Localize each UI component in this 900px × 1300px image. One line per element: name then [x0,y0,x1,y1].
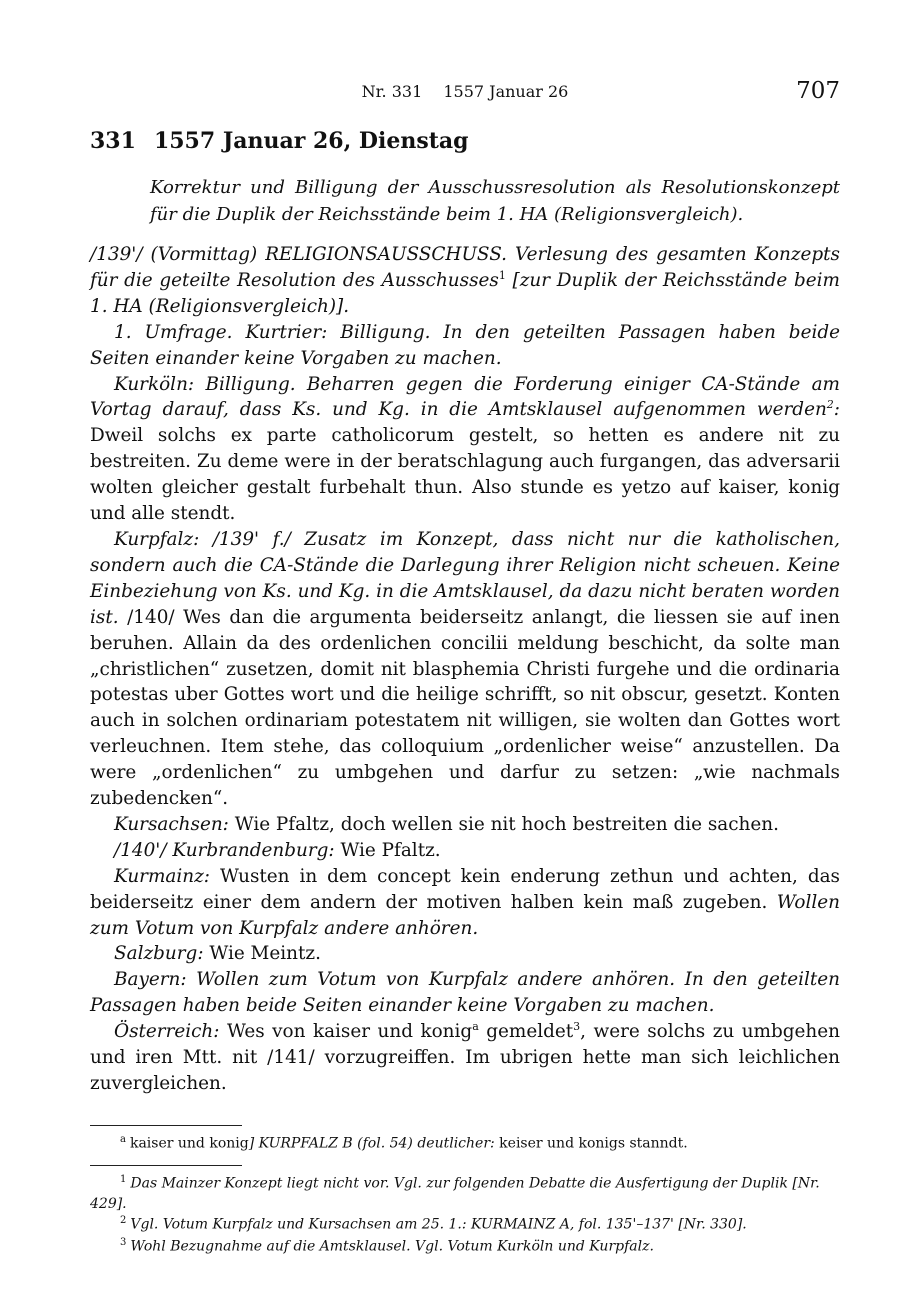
kurpfalz-text: /140/ Wes dan die argumenta beiderseitz anlangt, die liessen sie auf inen beruhen. Allain da des ordenlichen concilii meldung beschicht, da solte man „christlichen“ zusetzen, domit nit blasphemia Christi furgehe und die ordinaria potestas uber Gottes wort und die heilige schrifft, so nit obscur, gesetzt. Konten auch in solchen ordinariam potestatem nit willigen, sie wolten dan Gottes wort verleuchnen. Item stehe, das colloquium „ordenlicher weise“ anzustellen. Da were „ordenlichen“ zu umbgehen und darfur zu setzen: „wie nachmals zubedencken“. [90,606,840,810]
textnote-source: ] KURPFALZ B (fol. 54) deutlicher: [248,1135,495,1152]
paragraph-kursachsen [90,812,840,838]
running-head-center [90,82,840,101]
footnote-rule [90,1165,242,1166]
footnote-3-mark: 3 [120,1237,127,1248]
running-head [90,78,840,110]
kurpfalz-summary: Kurpfalz: /139' f./ Zusatz im Konzept, dass nicht nur die katholischen, sondern auch die CA-Stände die Darlegung ihrer Religion nicht scheuen. Keine Einbeziehung von Ks. und Kg. in die Amtsklausel, da dazu nicht beraten worden ist. [90,528,840,628]
textnote-ref-a: a [472,1020,479,1034]
paragraph-intro [90,242,840,320]
footnote-ref-3: 3 [573,1020,581,1034]
document-date-heading: 1557 Januar 26, Dienstag [153,128,469,154]
paragraph-kurpfalz [90,527,840,812]
footnote-2-mark: 2 [120,1215,127,1226]
salzburg-text: Wie Meintz. [203,943,321,965]
intro-text: /139'/ (Vormittag) RELIGIONSAUSSCHUSS. Verlesung des gesamten Konzepts für die geteilte Resolution des Ausschusses [90,244,840,291]
footnote-2-text: Vgl. Votum Kurpfalz und Kursachsen am 25. 1.: KURMAINZ A, fol. 135'–137' [Nr. 330]. [130,1216,747,1233]
paragraph-oesterreich [90,1019,840,1097]
document-title [90,128,469,154]
oesterreich-speaker: Österreich: [114,1021,220,1043]
footnote-ref-1: 1 [498,268,506,282]
textnote-mark: a [120,1134,126,1145]
page-number: 707 [796,78,840,104]
footnote-2 [90,1211,840,1235]
paragraph-kurmainz [90,864,840,942]
textnote-reading: keiser und konigs stanndt. [494,1135,688,1152]
kurmainz-summary: Wollen zum Votum von Kurpfalz andere anhören. [90,891,840,939]
footnote-1 [90,1170,840,1214]
kursachsen-speaker: Kursachsen: [114,813,229,835]
paragraph-bayern: Bayern: Wollen zum Votum von Kurpfalz andere anhören. In den geteilten Passagen haben beide Seiten einander keine Vorgaben zu machen. [90,969,840,1017]
paragraph-salzburg [90,941,840,967]
footnote-1-mark: 1 [120,1174,127,1185]
paragraph-kurkoeln [90,372,840,527]
footnote-ref-2: 2 [826,398,834,412]
kurmainz-speaker: Kurmainz: [114,865,210,887]
running-head-date: 1557 Januar 26 [443,82,569,101]
kursachsen-text: Wie Pfaltz, doch wellen sie nit hoch bestreiten die sachen. [228,813,779,835]
kurbrandenburg-speaker: /140'/ Kurbrandenburg: [114,839,335,861]
textnote-a [90,1130,840,1154]
footnote-3-text: Wohl Bezugnahme auf die Amtsklausel. Vgl. Votum Kurköln und Kurpfalz. [130,1238,654,1255]
oesterreich-text-b: gemeldet [478,1021,574,1043]
kurkoeln-colon: : [833,399,840,421]
paragraph-kurbrandenburg [90,838,840,864]
paragraph-kurtrier: 1. Umfrage. Kurtrier: Billigung. In den geteilten Passagen haben beide Seiten einander keine Vorgaben zu machen. [90,321,840,369]
running-head-doc-number: Nr. 331 [361,82,423,101]
salzburg-speaker: Salzburg: [114,943,204,965]
kurkoeln-summary: Kurköln: Billigung. Beharren gegen die Forderung einiger CA-Stände am Vortag darauf, dass Ks. und Kg. in die Amtsklausel aufgenommen werden [90,373,840,421]
footnote-1-text: Das Mainzer Konzept liegt nicht vor. Vgl. zur folgenden Debatte die Ausfertigung der Duplik [Nr. 429]. [90,1175,820,1212]
oesterreich-text-a: Wes von kaiser und konig [219,1021,473,1043]
regest: Korrektur und Billigung der Ausschussresolution als Resolutionskonzept für die Duplik der Reichsstände beim 1. HA (Religionsvergleich). [150,177,840,225]
kurbrandenburg-text: Wie Pfaltz. [334,839,441,861]
footnote-3 [90,1233,840,1257]
document-number: 331 [90,128,136,154]
kurkoeln-text: Dweil solchs ex parte catholicorum gestelt, so hetten es andere nit zu bestreiten. Zu deme were in der beratschlagung auch furgangen, das adversarii wolten gleicher gestalt furbehalt thun. Also stunde es yetzo auf kaiser, konig und alle stendt. [90,425,840,525]
main-text [90,242,840,1097]
textnote-rule [90,1125,242,1126]
intro-bracket: [zur Duplik der Reichsstände beim 1. HA (Religionsvergleich)]. [90,269,840,317]
oesterreich-text-c: , were solchs zu umbgehen und iren Mtt. nit /141/ vorzugreiffen. Im ubrigen hette man sich leichlichen zuvergleichen. [90,1021,840,1094]
textnote-lemma: kaiser und konig [129,1135,249,1152]
kurmainz-text: Wusten in dem concept kein enderung zethun und achten, das beiderseitz einer dem andern der motiven halben kein maß zugeben. [90,865,840,913]
